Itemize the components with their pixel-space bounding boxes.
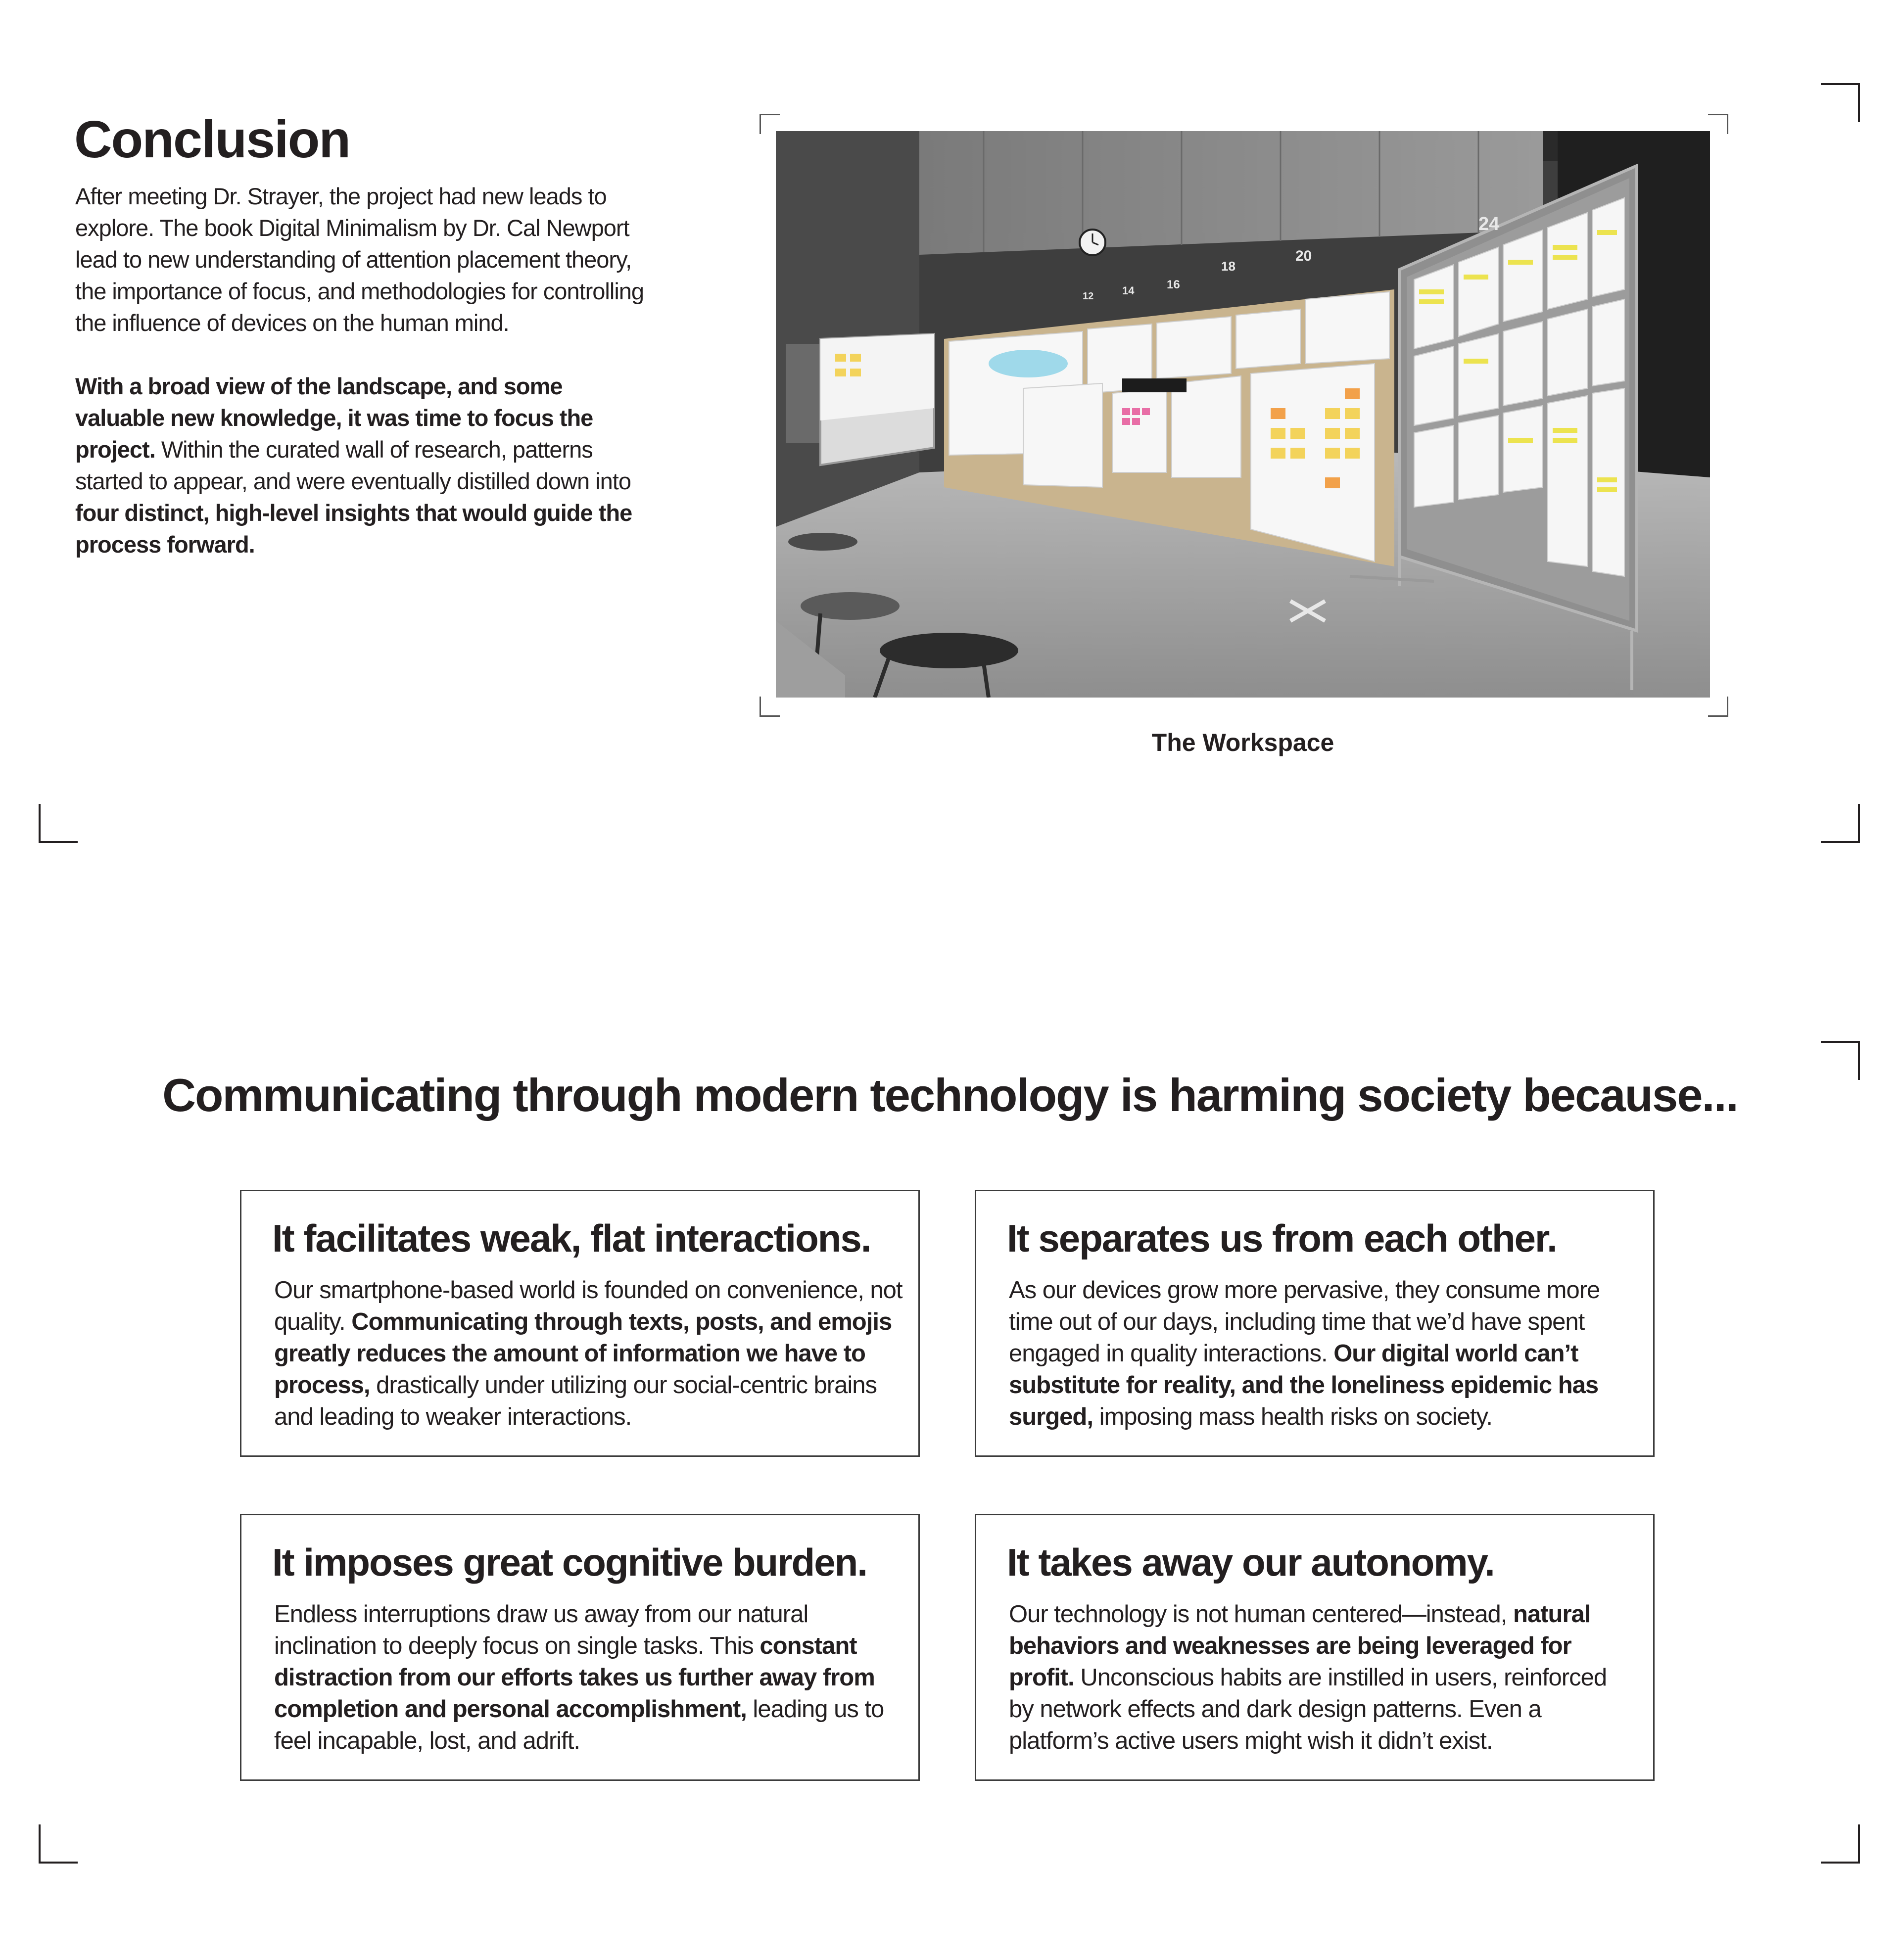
insight-body — [274, 1274, 902, 1433]
insight-title: It takes away our autonomy. — [1007, 1540, 1494, 1584]
wall-number: 24 — [1478, 214, 1500, 234]
wall-number: 12 — [1083, 291, 1094, 302]
crop-mark — [1821, 1824, 1860, 1864]
body-text: drastically under utilizing our social-centric brains and leading to weaker interactions. — [274, 1372, 877, 1430]
crop-mark — [1821, 804, 1860, 843]
insight-card — [240, 1514, 920, 1781]
conclusion-paragraph-2 — [75, 371, 644, 560]
body-text: Our smartphone-based world is founded on convenience, not quality. — [274, 1277, 902, 1335]
workspace-illustration — [776, 131, 1710, 698]
workspace-photo — [776, 131, 1710, 698]
bold-text: Communicating through texts, posts, and emojis greatly reduces the amount of information we have to process, — [274, 1308, 892, 1399]
bold-text: constant distraction from our efforts takes us further away from completion and personal accomplishment, — [274, 1633, 875, 1723]
wall-number: 16 — [1167, 278, 1180, 291]
photo-crop-mark — [1708, 697, 1728, 717]
wall-number: 14 — [1122, 284, 1135, 297]
insight-card — [240, 1190, 920, 1457]
body-text: leading us to feel incapable, lost, and adrift. — [274, 1696, 884, 1754]
photo-caption: The Workspace — [1151, 729, 1334, 756]
body-text: imposing mass health risks on society. — [1092, 1403, 1493, 1430]
photo-crop-mark — [760, 697, 780, 717]
crop-mark — [39, 1824, 78, 1864]
insight-card — [975, 1514, 1655, 1781]
wall-number: 20 — [1295, 248, 1312, 264]
body-text: Endless interruptions draw us away from our natural inclination to deeply focus on single tasks. This — [274, 1601, 808, 1659]
bold-text: four distinct, high-level insights that would guide the process forward. — [75, 500, 632, 558]
bold-text: natural behaviors and weaknesses are being leveraged for profit. — [1009, 1601, 1591, 1691]
insight-title: It separates us from each other. — [1007, 1216, 1557, 1260]
body-text: Within the curated wall of research, patterns started to appear, and were eventually distilled down into — [75, 436, 631, 494]
body-text: Unconscious habits are instilled in users, reinforced by network effects and dark design patterns. Even a platform’s active users might wish it didn’t exist. — [1009, 1664, 1607, 1754]
crop-mark — [1821, 83, 1860, 122]
body-text: As our devices grow more pervasive, they consume more time out of our days, including time that we’d have spent engaged in quality interactions. — [1009, 1277, 1600, 1367]
insight-card — [975, 1190, 1655, 1457]
insight-body — [274, 1598, 902, 1757]
crop-mark — [39, 804, 78, 843]
insight-title: It imposes great cognitive burden. — [272, 1540, 867, 1584]
conclusion-text — [75, 181, 644, 592]
insight-body — [1009, 1274, 1637, 1433]
bold-text: With a broad view of the landscape, and some valuable new knowledge, it was time to focus the project. — [75, 373, 593, 463]
insight-body — [1009, 1598, 1637, 1757]
photo-crop-mark — [1708, 114, 1728, 134]
page-title: Conclusion — [74, 110, 350, 169]
conclusion-paragraph-1: After meeting Dr. Strayer, the project had new leads to explore. The book Digital Minimalism by Dr. Cal Newport lead to new understanding of attention placement theory, the importance of focus, and methodologies for controlling the influence of devices on the human mind. — [75, 183, 644, 336]
body-text: Our technology is not human centered—instead, — [1009, 1601, 1514, 1628]
insights-headline: Communicating through modern technology is harming society because... — [162, 1069, 1738, 1121]
wall-number: 18 — [1221, 259, 1235, 274]
bold-text: Our digital world can’t substitute for reality, and the loneliness epidemic has surged, — [1009, 1340, 1599, 1430]
insight-title: It facilitates weak, flat interactions. — [272, 1216, 871, 1260]
